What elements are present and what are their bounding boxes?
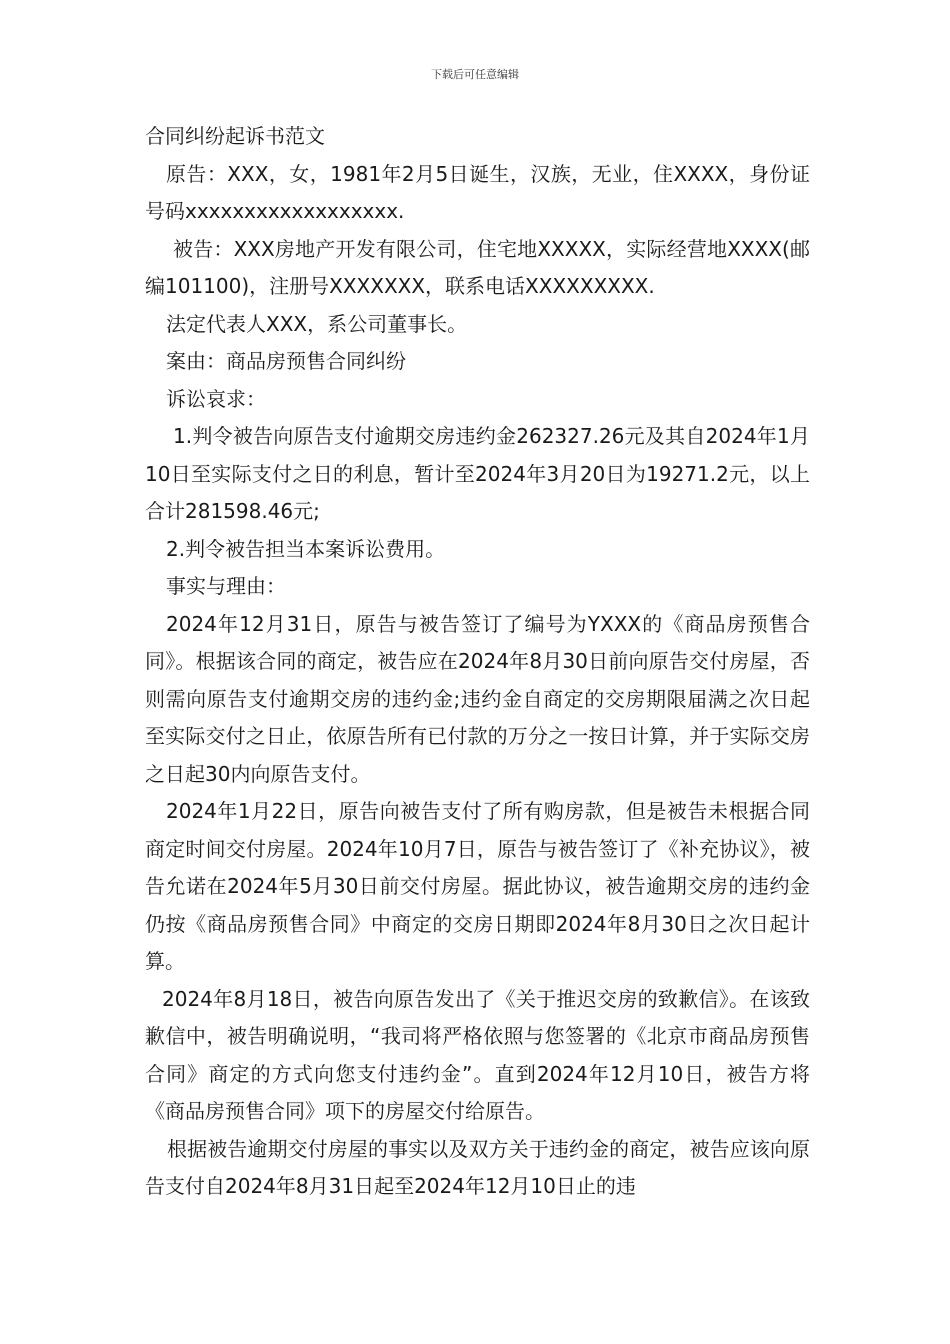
claim-item-2: 2.判令被告担当本案诉讼费用。 bbox=[166, 536, 446, 561]
case-cause-paragraph: 案由：商品房预售合同纠纷 bbox=[166, 349, 406, 373]
document-body bbox=[145, 118, 810, 1206]
claims-heading: 诉讼哀求： bbox=[166, 386, 266, 411]
facts-reasons-heading: 事实与理由： bbox=[166, 574, 286, 598]
legal-representative-paragraph: 法定代表人XXX，系公司董事长。 bbox=[166, 311, 468, 336]
page-header-note: 下载后可任意编辑 bbox=[431, 68, 519, 81]
facts-paragraph-3: 2024年8月18日，被告向原告发出了《关于推迟交房的致歉信》。在该致歉信中，被告明确说明，“我司将严格依照与您签署的《北京市商品房预售合同》商定的方式向您支付违约金”。直到2024年12月10日，被告方将《商品房预售合同》项下的房屋交付给原告。 bbox=[145, 986, 810, 1123]
document-title: 合同纠纷起诉书范文 bbox=[145, 124, 325, 148]
plaintiff-paragraph: 原告：XXX，女，1981年2月5日诞生，汉族，无业，住XXXX，身份证号码xxxxxxxxxxxxxxxxxx. bbox=[145, 161, 810, 223]
claim-item-1: 1.判令被告向原告支付逾期交房违约金262327.26元及其自2024年1月10日至实际支付之日的利息，暂计至2024年3月20日为19271.2元，以上合计281598.46元; bbox=[145, 424, 810, 523]
facts-paragraph-2: 2024年1月22日，原告向被告支付了所有购房款，但是被告未根据合同商定时间交付房屋。2024年10月7日，原告与被告签订了《补充协议》，被告允诺在2024年5月30日前交付房屋。据此协议，被告逾期交房的违约金仍按《商品房预售合同》中商定的交房日期即2024年8月30日之次日起计算。 bbox=[145, 799, 810, 973]
facts-paragraph-1: 2024年12月31日，原告与被告签订了编号为YXXX的《商品房预售合同》。根据该合同的商定，被告应在2024年8月30日前向原告交付房屋，否则需向原告支付逾期交房的违约金;违约金自商定的交房期限届满之次日起至实际交付之日止，依原告所有已付款的万分之一按日计算，并于实际交房之日起30内向原告支付。 bbox=[145, 611, 810, 786]
facts-paragraph-4: 根据被告逾期交付房屋的事实以及双方关于违约金的商定，被告应该向原告支付自2024年8月31日起至2024年12月10日止的违 bbox=[145, 1136, 810, 1198]
defendant-paragraph: 被告：XXX房地产开发有限公司，住宅地XXXXX，实际经营地XXXX(邮编101100)，注册号XXXXXXX，联系电话XXXXXXXXX. bbox=[145, 236, 810, 298]
